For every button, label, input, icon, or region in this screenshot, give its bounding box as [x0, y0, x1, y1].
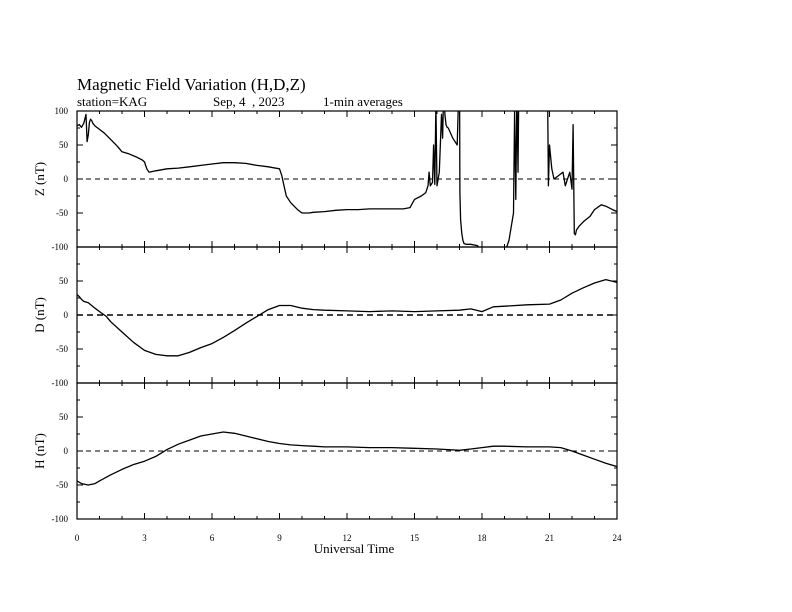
- y-tick-label: -50: [56, 344, 68, 354]
- series-line-h: [77, 432, 617, 485]
- x-tick-label: 21: [545, 533, 554, 543]
- x-tick-label: 18: [477, 533, 487, 543]
- y-tick-label: -50: [56, 480, 68, 490]
- y-tick-label: 50: [59, 412, 68, 422]
- station-label: station=KAG: [77, 94, 148, 109]
- averaging-label: 1-min averages: [323, 94, 403, 109]
- chart-title: Magnetic Field Variation (H,D,Z): [77, 75, 306, 94]
- y-tick-label: 50: [59, 276, 68, 286]
- series-line-d: [77, 280, 617, 356]
- y-axis-label-h: H (nT): [32, 433, 47, 469]
- y-tick-label: 0: [63, 310, 68, 320]
- x-tick-label: 15: [410, 533, 419, 543]
- panels: [32, 57, 617, 524]
- y-tick-label: 0: [63, 446, 68, 456]
- x-tick-label: 9: [277, 533, 282, 543]
- x-axis-label: Universal Time: [313, 541, 395, 556]
- y-axis-label-z: Z (nT): [32, 161, 47, 197]
- y-axis-label-d: D (nT): [32, 297, 47, 333]
- y-tick-label: -100: [51, 242, 68, 252]
- y-tick-label: 100: [54, 106, 68, 116]
- y-tick-label: 0: [63, 174, 68, 184]
- y-tick-label: 50: [59, 140, 68, 150]
- x-tick-label: 6: [209, 533, 215, 543]
- panel-h: [32, 383, 617, 524]
- y-tick-label: -100: [51, 378, 68, 388]
- y-tick-label: -50: [56, 208, 68, 218]
- x-tick-label: 3: [142, 533, 147, 543]
- x-tick-label: 12: [342, 533, 352, 543]
- date-label: Sep, 4 , 2023: [213, 94, 285, 109]
- x-tick-label: 24: [612, 533, 622, 543]
- panel-d: [32, 247, 617, 388]
- y-tick-label: -100: [51, 514, 68, 524]
- x-tick-label: 0: [74, 533, 80, 543]
